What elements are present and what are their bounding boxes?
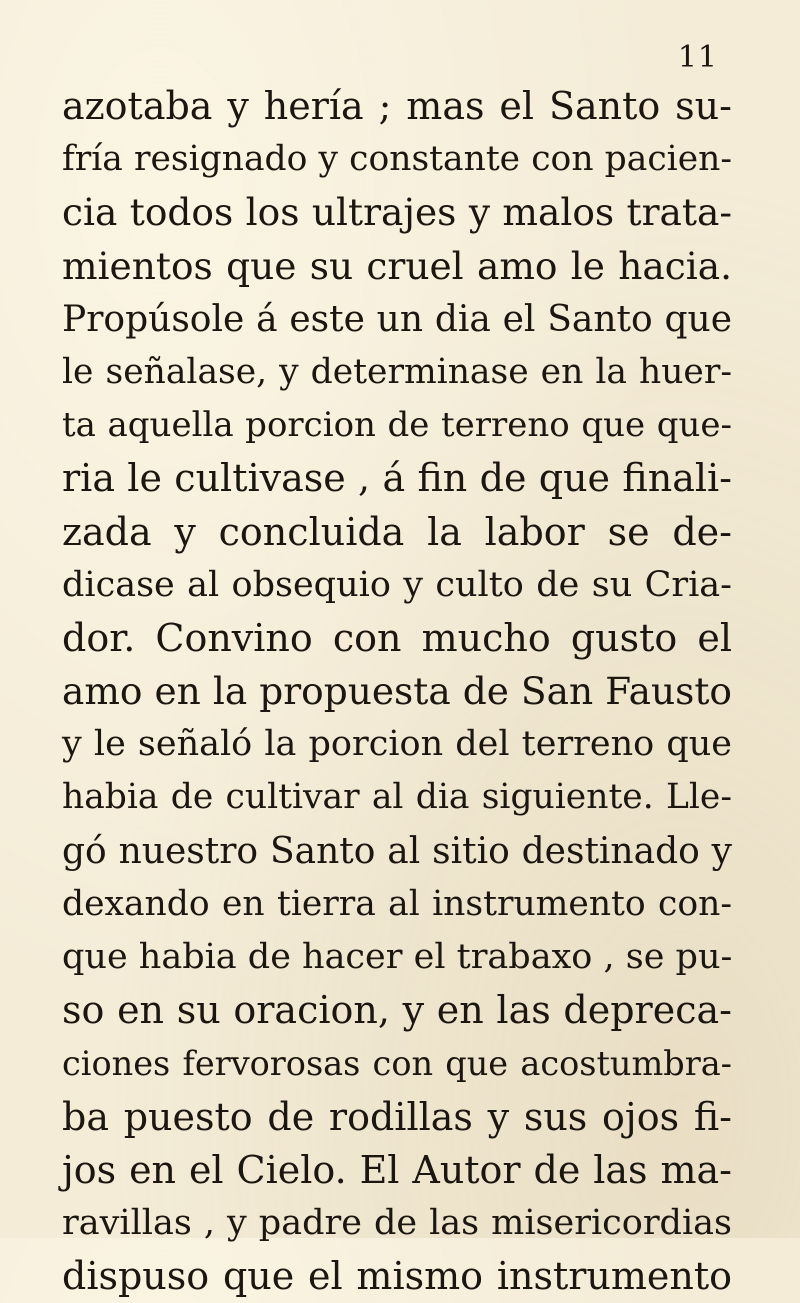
text-line: fría resignado y constante con pacien- xyxy=(62,139,732,180)
text-line: ta aquella porcion de terreno que que- xyxy=(62,405,732,446)
text-line: ravillas , y padre de las misericordias xyxy=(62,1202,732,1243)
page-number: 11 xyxy=(677,40,718,75)
text-line: y le señaló la porcion del terreno que xyxy=(62,724,732,765)
text-line: jos en el Cielo. El Autor de las ma- xyxy=(62,1147,732,1192)
text-line: ciones fervorosas con que acostumbra- xyxy=(62,1044,732,1084)
text-line: habia de cultivar al dia siguiente. Lle- xyxy=(62,777,732,818)
text-line: dexando en tierra al instrumento con- xyxy=(62,883,732,924)
text-line: ria le cultivase , á fin de que finali- xyxy=(62,456,732,501)
text-line: que habia de hacer el trabaxo , se pu- xyxy=(62,937,733,977)
text-line: cia todos los ultrajes y malos trata- xyxy=(62,190,732,235)
text-line: dispuso que el mismo instrumento xyxy=(62,1254,732,1299)
text-line: dicase al obsequio y culto de su Cria- xyxy=(62,564,732,605)
text-line: azotaba y hería ; mas el Santo su- xyxy=(62,84,732,128)
text-line: dor. Convino con mucho gusto el xyxy=(62,615,732,660)
text-line: amo en la propuesta de San Fausto xyxy=(62,669,732,714)
text-line: ba puesto de rodillas y sus ojos fi- xyxy=(62,1094,732,1139)
text-line: zada y concluida la labor se de- xyxy=(62,509,732,554)
text-line: gó nuestro Santo al sitio destinado y xyxy=(62,830,732,872)
text-line: Propúsole á este un dia el Santo que xyxy=(62,298,732,340)
text-line: mientos que su cruel amo le hacia. xyxy=(62,243,732,288)
body-text xyxy=(62,80,732,1303)
text-line: le señalase, y determinase en la huer- xyxy=(62,351,732,392)
text-line: so en su oracion, y en las depreca- xyxy=(62,988,732,1033)
